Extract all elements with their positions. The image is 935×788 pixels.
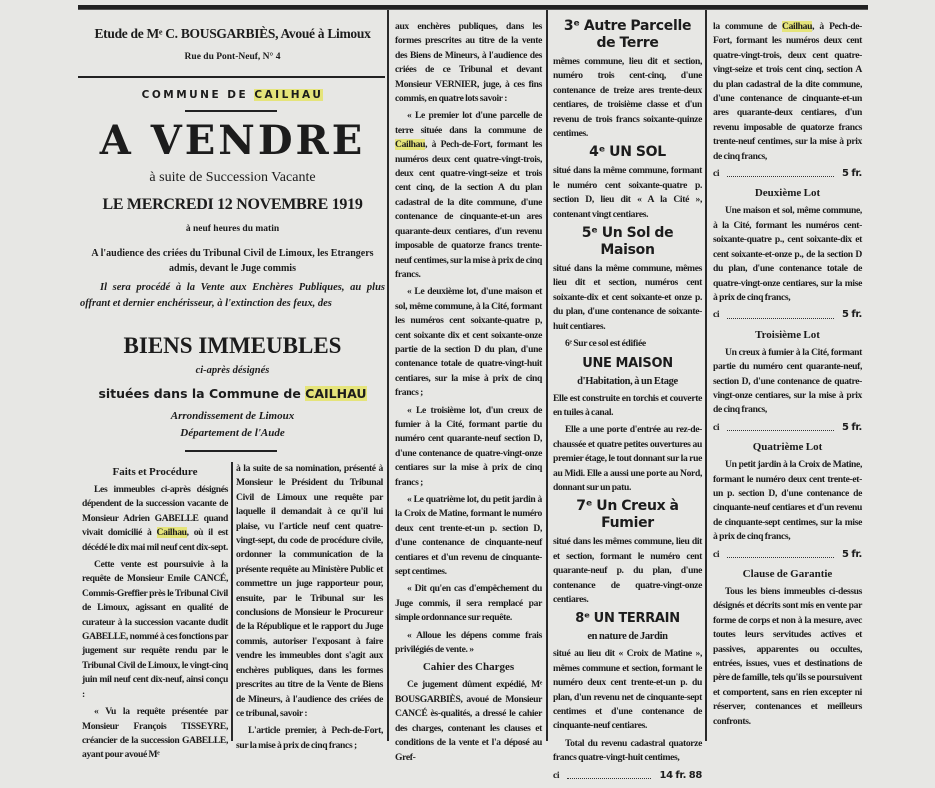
lot-heading: 3ᵉ Autre Parcelle de Terre: [563, 18, 692, 51]
paragraph: Cette vente est poursuivie à la requête de Monsieur Emile CANCÉ, Commis-Greffier près le Tribunal Civil de Limoux, agissant en qualité de curateur à la succession vacante dudit GABELLE, nommé à ces fonctions par jugement sur requête rendu par le Tribunal Civil de Limoux, le vingt-cinq juin mil neuf cent dix-neuf, ainsi conçu :: [82, 559, 228, 700]
paragraph: Ce jugement dûment expédié, Mᵉ BOUSGARBIÈS, avoué de Monsieur CANCÉ ès-qualités, a dressé le cahier des charges, contenant les clauses et conditions de la vente et l'a déposé au Gref-: [395, 679, 542, 763]
location-block: [80, 408, 385, 442]
top-rule: [78, 5, 868, 10]
paragraph: [82, 483, 228, 555]
ci-label: ci: [713, 548, 720, 560]
paragraph: Total du revenu cadastral quatorze francs quatre-vingt-huit centimes,: [553, 737, 702, 764]
address: Rue du Pont-Neuf, N° 4: [184, 52, 281, 62]
paragraph: situé dans les mêmes commune, lieu dit et section, formant le numéro cent quarante-neuf p. du plan, d'une contenance de quatre-vingt-onze centiares.: [553, 536, 702, 605]
text: , où il est décédé le dix mai mil neuf cent dix-sept.: [82, 527, 228, 553]
biens-heading: BIENS IMMEUBLES: [123, 333, 342, 358]
ci-label: ci: [553, 769, 560, 781]
situees-line: [80, 386, 385, 401]
paragraph: Une maison et sol, même commune, à la Cité, formant les numéros cent-soixante-quatre p., cent soixante-dix et cent soixante-et-onze p., de la section D du plan, d'une contenance totale de quatre-vingt-onze centiares, sur la mise à prix de cinq francs,: [713, 205, 862, 303]
lot-heading: 5ᵉ Un Sol de Maison: [581, 225, 674, 259]
dot-leader: [727, 421, 834, 431]
paragraph: 6ᵉ Sur ce sol est édifiée: [565, 338, 646, 350]
price-line: [713, 308, 862, 322]
paragraph: « Le quatrième lot, du petit jardin à la Croix de Matine, formant le numéro deux cent trente-et-un p. section D, d'une contenance de cinquante-neuf centiares et d'un revenu de cinquante-sept centimes.: [395, 494, 542, 578]
paragraph: situé dans la même commune, mêmes lieu dit et section, numéros cent soixante-dix et cent soixante-et onze p. du plan, d'une contenance de soixante-huit centiares.: [553, 263, 702, 332]
ci-label: ci: [713, 421, 720, 433]
price-line: [713, 548, 862, 562]
column-4: [553, 16, 702, 788]
section-heading: Faits et Procédure: [112, 466, 198, 478]
price: 5 fr.: [842, 168, 862, 180]
price-line: [713, 167, 862, 181]
text: , à Pech-de-Fort, formant les numéros deux cent quatre-vingt-trois, deux cent quatre-vingt-seize et trois cent cinq, section A du plan cadastral de la dite commune, d'une contenance de cinquante-et-un ares quarante-deux centiares, d'un revenu imposable de quatorze francs trente-neuf centimes, sur la mise à prix de cinq francs,: [713, 21, 862, 162]
section-heading: Clause de Garantie: [742, 568, 833, 580]
text: « Le premier lot d'une parcelle de terre située dans la commune de: [395, 110, 542, 136]
commune-line: [80, 89, 385, 101]
divider: [78, 76, 385, 78]
divider: [185, 450, 277, 452]
highlighted-word: Cailhau: [156, 527, 187, 539]
departement: Département de l'Aude: [180, 427, 285, 439]
lot-heading: 7ᵉ Un Creux à Fumier: [576, 498, 679, 532]
paragraph: « Le troisième lot, d'un creux de fumier à la Cité, formant partie du numéro cent quarante-neuf section D, d'une contenance de quatre-vingt-onze centiares sur la mise à prix de cinq francs ;: [395, 404, 542, 488]
subtitle: à suite de Succession Vacante: [149, 170, 316, 185]
section-heading: Cahier des Charges: [422, 661, 515, 674]
column-divider: [705, 10, 707, 741]
column-5: [713, 20, 862, 732]
paragraph: aux enchères publiques, dans les formes prescrites au titre de la vente des Biens de Mineurs, à l'audience des criées de ce Tribunal et devant Monsieur VERNIER, juge, à ces fins commis, en quatre lots savoir :: [395, 21, 542, 105]
column-1: [82, 462, 228, 766]
paragraph: L'article premier, à Pech-de-Fort, sur la mise à prix de cinq francs ;: [236, 725, 383, 751]
column-2: [236, 462, 383, 756]
dot-leader: [727, 548, 834, 558]
commune-name-highlighted: CAILHAU: [305, 386, 367, 401]
lot-heading: UNE MAISON: [582, 355, 673, 371]
text: la commune de: [713, 21, 782, 32]
paragraph: « Dit qu'en cas d'empêchement du Juge commis, il sera remplacé par simple ordonnance sur requête.: [395, 583, 542, 624]
dot-leader: [727, 308, 834, 318]
commune-prefix: COMMUNE DE: [141, 89, 255, 101]
ci-label: ci: [713, 168, 720, 180]
paragraph: Elle est construite en torchis et couverte en tuiles à canal.: [553, 392, 702, 418]
paragraph: « Le deuxième lot, d'une maison et sol, même commune, à la Cité, formant les numéros cent soixante-quatre p, cent soixante dix et cent soixante-onze partie de la section D du plan, d'une contenance totale de quatre-vingt-huit centiares, sur la mise à prix de cinq francs ;: [395, 286, 542, 399]
column-divider: [546, 10, 548, 741]
procedure-text: Il sera procédé à la Vente aux Enchères Publiques, au plus offrant et dernier enchérisseur, à l'extinction des feux, des: [80, 282, 385, 309]
audience-text: A l'audience des criées du Tribunal Civil de Limoux, les Etrangers admis, devant le Juge commis: [91, 248, 374, 274]
text: , à Pech-de-Fort, formant les numéros deux cent quatre-vingt-trois, deux cent quatre-vingt-seize et trois cent cinq, de la section A du plan cadastral de la dite commune, d'une contenance de cinquante-et-un ares quarante-deux centiares, d'un revenu imposable de quatorze francs trente-neuf centimes, sur la mise à prix de cinq francs.: [395, 139, 542, 280]
commune-name-highlighted: CAILHAU: [254, 89, 324, 101]
price-line: [553, 769, 702, 783]
paragraph: Tous les biens immeubles ci-dessus désignés et décrits sont mis en vente par forme de corps et non à la mesure, avec toutes leurs servitudes actives et passives, apparentes ou occultes, entrées, issues, vues et destinations de père de famille, tels qu'ils se poursuivent et comportent, sans en rien excepter ni réserver, contenances et meilleurs confronts.: [713, 586, 862, 727]
price: 5 fr.: [842, 421, 862, 433]
paragraph: « Alloue les dépens comme frais privilégiés de vente. »: [395, 629, 542, 656]
paragraph: à la suite de sa nomination, présenté à Monsieur le Président du Tribunal Civil de Limoux une requête par laquelle il demandait à ce qu'il lui plaise, vu l'article neuf cent quatre-vingt-sept, du code de procédure civile, ordonner la communication de la présente requête au Ministère Public et commettre un juge rapporteur pour, ensuite, par le Tribunal sur les conclusions de Monsieur le Procureur de la République et le rapport du Juge commis, autoriser l'exposant à faire vendre les immeubles dont s'agit aux enchères publiques, dans les formes prescrites au titre de la Vente de Biens de Mineurs, à l'audience des criées de ce tribunal, savoir :: [236, 463, 383, 719]
column-divider: [387, 10, 389, 741]
study-line: Etude de Mᵉ C. BOUSGARBIÈS, Avoué à Limoux: [94, 26, 371, 41]
situees-text: situées dans la Commune de: [98, 386, 306, 401]
designes-text: ci-après désignés: [195, 365, 270, 376]
column-divider: [231, 462, 233, 741]
paragraph: [713, 20, 862, 164]
price-line: [713, 421, 862, 435]
ci-label: ci: [713, 309, 720, 321]
total-amount: 14 fr. 88: [659, 769, 702, 781]
paragraph: Un petit jardin à la Croix de Matine, formant le numéro deux cent trente-et-un p. section D, d'une contenance de cinquante-neuf centiares et d'un revenu de cinquante-sept centimes, sur la mise à prix de cinq francs,: [713, 459, 862, 543]
dot-leader: [567, 769, 651, 779]
sale-time: à neuf heures du matin: [185, 224, 280, 234]
paragraph: situé au lieu dit « Croix de Matine », mêmes commune et section, formant le numéro deux cent trente-et-un p. du plan, d'un revenu net de cinquante-sept centimes et d'une contenance de cinquante-neuf centiares.: [553, 648, 702, 732]
column-3: [395, 20, 542, 768]
notice-title: A VENDRE: [99, 117, 366, 164]
highlighted-word: Cailhau: [395, 139, 426, 151]
price: 5 fr.: [842, 548, 862, 560]
sale-date: LE MERCREDI 12 NOVEMBRE 1919: [102, 196, 363, 213]
highlighted-word: Cailhau: [781, 21, 813, 32]
paragraph: mêmes commune, lieu dit et section, numéro trois cent-cinq, d'une contenance de treize ares trente-deux centiares, de troisième classe et d'un revenu de trois francs soixante-quinze centimes.: [553, 56, 702, 140]
lot-heading: Quatrième Lot: [752, 441, 823, 454]
text: Les immeubles ci-après désignés dépendent de la succession vacante de Monsieur Adrien GABELLE quand vivait domicilié à: [82, 484, 228, 539]
lot-heading: 4ᵉ UN SOL: [589, 144, 666, 161]
lot-heading: Troisième Lot: [755, 328, 820, 341]
divider: [185, 110, 277, 112]
paragraph: Elle a une porte d'entrée au rez-de-chaussée et quatre petites ouvertures au premier étage, le tout donnant sur la rue au Midi. Elle a aussi une porte au Nord, donnant sur un patu.: [553, 424, 702, 493]
price: 5 fr.: [842, 309, 862, 321]
paragraph: [395, 109, 542, 282]
paragraph: « Vu la requête présentée par Monsieur François TISSEYRE, créancier de la succession GABELLE, ayant pour avoué Mᵉ: [82, 706, 228, 761]
lot-subheading: en nature de Jardin: [587, 631, 668, 643]
lot-heading: Deuxième Lot: [754, 187, 821, 200]
arrondissement: Arrondissement de Limoux: [170, 410, 295, 422]
paragraph: Un creux à fumier à la Cité, formant partie du numéro cent quarante-neuf, section D, d'une contenance de quatre-vingt-onze centiares, sur la mise à prix de cinq francs,: [713, 346, 862, 416]
lot-heading: 8ᵉ UN TERRAIN: [575, 611, 680, 627]
paragraph: situé dans la même commune, formant le numéro cent soixante-quatre p. section D, lieu dit « A la Cité », contenant vingt centiares.: [553, 165, 702, 220]
lot-subheading: d'Habitation, à un Etage: [577, 375, 678, 387]
dot-leader: [727, 167, 834, 177]
